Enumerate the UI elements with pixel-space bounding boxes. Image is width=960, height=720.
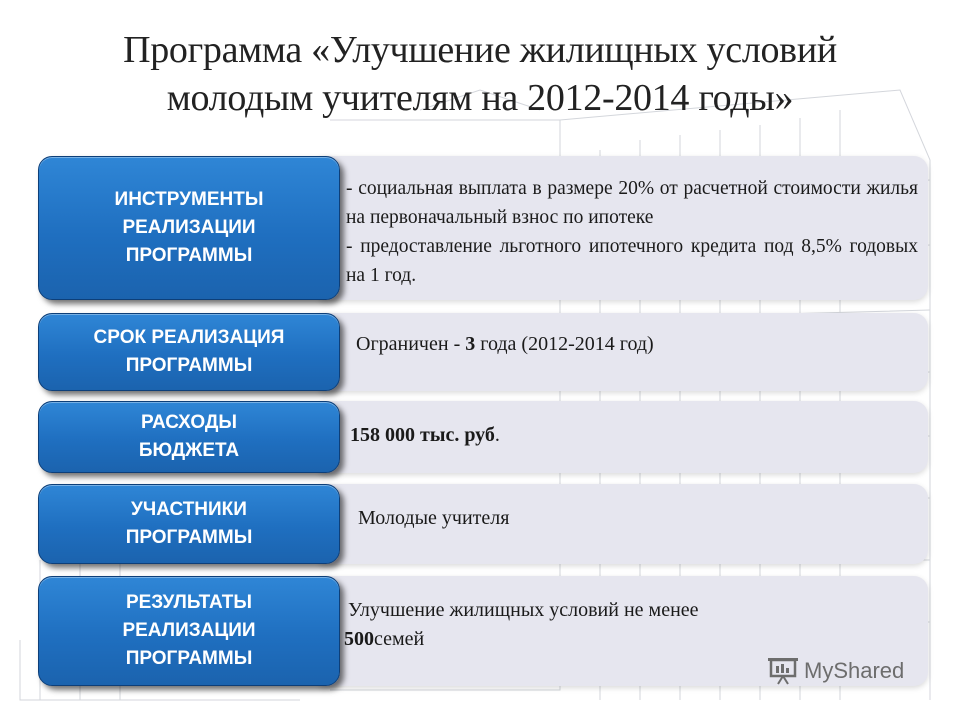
label-duration (38, 313, 340, 391)
budget-text-after: . (494, 424, 500, 446)
results-line-2 (344, 625, 918, 654)
row-duration (0, 313, 960, 391)
duration-text-after: года (2012-2014 год) (475, 333, 654, 355)
instruments-item-2: - предоставление льготного ипотечного кредита под 8,5% годовых на 1 год. (346, 236, 918, 286)
label-text: УЧАСТНИКИ ПРОГРАММЫ (125, 499, 253, 548)
label-text: РАСХОДЫ БЮДЖЕТА (138, 412, 240, 461)
results-line-1: Улучшение жилищных условий не менее (348, 599, 699, 621)
label-text: ИНСТРУМЕНТЫ РЕАЛИЗАЦИИ ПРОГРАММЫ (114, 189, 264, 266)
duration-text-before: Ограничен - (356, 333, 466, 355)
page-title (40, 26, 920, 122)
results-text-after: семей (374, 628, 425, 650)
results-text (344, 596, 918, 654)
row-budget (0, 401, 960, 473)
label-participants (38, 484, 340, 564)
presentation-board-icon (768, 657, 798, 685)
label-results (38, 576, 340, 686)
budget-amount: 158 000 тыс. руб (350, 424, 495, 446)
duration-years: 3 (465, 333, 476, 355)
row-participants (0, 484, 960, 564)
title-line-1: Программа «Улучшение жилищных условий (123, 29, 837, 71)
watermark-logo (768, 656, 904, 686)
title-line-2: молодым учителям на 2012-2014 годы» (166, 77, 794, 119)
label-instruments (38, 156, 340, 300)
watermark-brand: MyShared (804, 658, 905, 683)
label-text: СРОК РЕАЛИЗАЦИЯ ПРОГРАММЫ (93, 327, 285, 376)
label-budget (38, 401, 340, 473)
budget-text (350, 421, 918, 450)
instruments-text (346, 174, 918, 290)
participants-text: Молодые учителя (358, 507, 510, 529)
instruments-item-1: - социальная выплата в размере 20% от расчетной стоимости жилья на первоначальный взнос по ипотеке (346, 178, 918, 228)
duration-text (356, 330, 918, 359)
label-text: РЕЗУЛЬТАТЫ РЕАЛИЗАЦИИ ПРОГРАММЫ (122, 592, 256, 669)
row-instruments (0, 156, 960, 300)
results-number: 500 (344, 628, 374, 650)
